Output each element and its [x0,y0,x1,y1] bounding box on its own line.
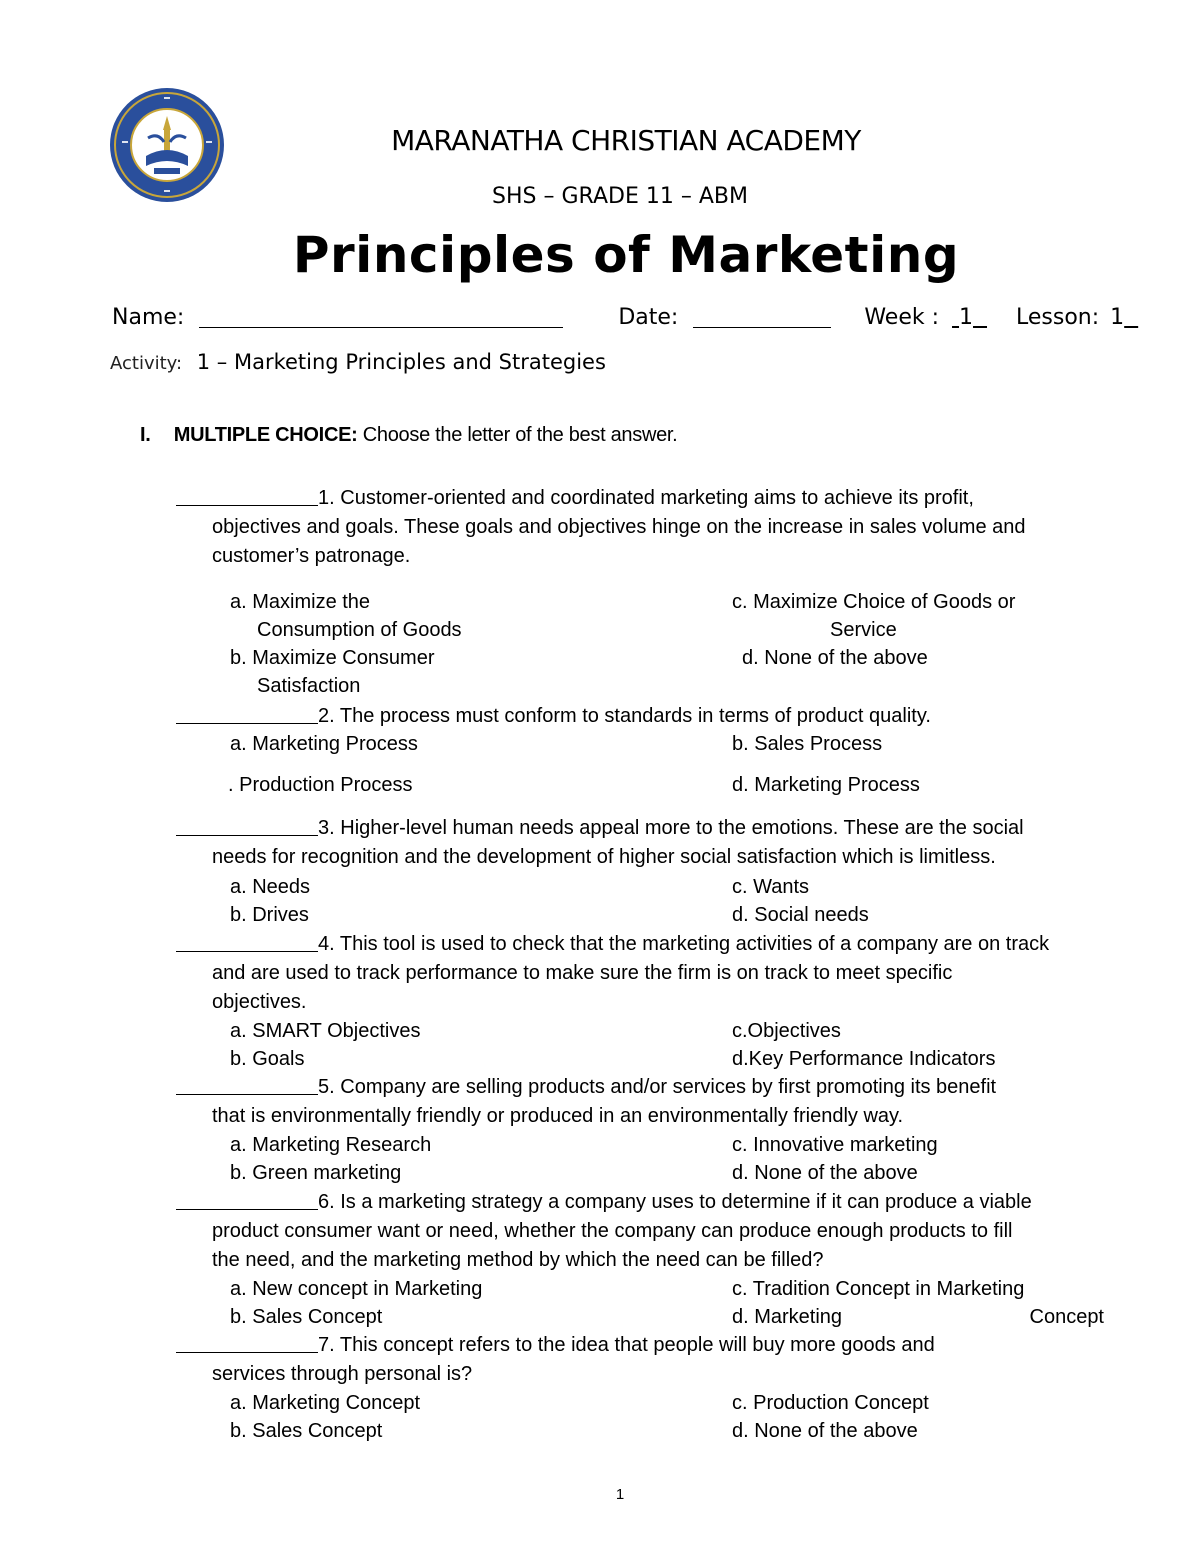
question-7 [176,1331,1038,1389]
section-heading [140,424,677,447]
option-3a: a. Needs [230,876,311,898]
answer-blank-4[interactable] [176,931,318,952]
question-number: 4. [318,933,335,955]
lesson-number: 1 [1110,305,1125,330]
answer-blank-3[interactable] [176,815,318,836]
question-4 [176,930,1112,1017]
answer-blank-6[interactable] [176,1189,318,1210]
answer-blank-2[interactable] [176,703,318,724]
question-text: This concept refers to the idea that people will buy more goods and [339,1334,935,1356]
option-6b: b. Sales Concept [230,1306,383,1328]
question-text: The process must conform to standards in terms of product quality. [339,705,931,727]
question-text: that is environmentally friendly or produced in an environmentally friendly way. [212,1105,904,1127]
name-label: Name: [112,305,185,330]
option-7c: c. Production Concept [732,1392,929,1414]
question-text: and are used to track performance to make sure the firm is on track to meet specific [212,962,953,984]
option-6d: d. Marketing Concept [732,1306,1104,1328]
option-4b: b. Goals [230,1048,305,1070]
question-3 [176,814,1112,872]
student-info-row [112,305,1138,330]
date-label: Date: [618,305,679,330]
option-4c: c.Objectives [732,1020,841,1042]
question-text: Is a marketing strategy a company uses to determine if it can produce a viable [340,1191,1032,1213]
question-text: product consumer want or need, whether the company can produce enough products to fill [212,1220,1013,1242]
question-number: 6. [318,1191,335,1213]
page-number: 1 [615,1486,625,1503]
option-1d: d. None of the above [742,647,928,669]
question-text: Customer-oriented and coordinated marketing aims to achieve its profit, [340,487,974,509]
week-value [952,305,987,330]
option-5a: a. Marketing Research [230,1134,432,1156]
name-field[interactable] [199,305,563,328]
activity-title: 1 – Marketing Principles and Strategies [196,350,606,374]
section-numeral: I. [140,424,151,446]
subject-title: Principles of Marketing [292,226,960,284]
option-4d: d.Key Performance Indicators [732,1048,996,1070]
activity-label: Activity: [110,353,183,374]
option-2b: b. Sales Process [732,733,883,755]
option-4a: a. SMART Objectives [230,1020,421,1042]
option-5b: b. Green marketing [230,1162,402,1184]
option-3c: c. Wants [732,876,810,898]
question-text: objectives. [212,991,307,1013]
option-3b: b. Drives [230,904,309,926]
activity-line [110,350,606,374]
option-7b: b. Sales Concept [230,1420,383,1442]
option-1b: b. Maximize Consumer Satisfaction [230,647,435,697]
option-7d: d. None of the above [732,1420,918,1442]
question-text: Higher-level human needs appeal more to the emotions. These are the social [340,817,1024,839]
date-field[interactable] [693,305,831,328]
question-number: 3. [318,817,335,839]
answer-blank-5[interactable] [176,1074,318,1095]
question-number: 5. [318,1076,335,1098]
option-1c: c. Maximize Choice of Goods or Service [732,591,1016,641]
question-text: Company are selling products and/or services by first promoting its benefit [340,1076,997,1098]
option-1a: a. Maximize the Consumption of Goods [230,591,462,641]
question-text: the need, and the marketing method by which the need can be filled? [212,1249,824,1271]
answer-blank-1[interactable] [176,485,318,506]
section-instruction: Choose the letter of the best answer. [362,424,678,446]
question-number: 7. [318,1334,335,1356]
option-2c: . Production Process [228,774,413,796]
option-3d: d. Social needs [732,904,869,926]
option-2a: a. Marketing Process [230,733,418,755]
question-2 [176,702,1112,731]
option-7a: a. Marketing Concept [230,1392,421,1414]
question-5 [176,1073,1112,1131]
option-2d: d. Marketing Process [732,774,920,796]
answer-blank-7[interactable] [176,1332,318,1353]
question-text: customer’s patronage. [212,545,411,567]
week-label: Week : [864,305,940,330]
question-text: needs for recognition and the development of higher social satisfaction which is limitless. [212,846,996,868]
question-text: This tool is used to check that the marketing activities of a company are on track [339,933,1050,955]
option-6c: c. Tradition Concept in Marketing [732,1278,1025,1300]
school-name: MARANATHA CHRISTIAN ACADEMY [391,124,861,157]
question-number: 2. [318,705,335,727]
question-1 [176,484,1112,571]
question-6 [176,1188,1112,1275]
option-6a: a. New concept in Marketing [230,1278,483,1300]
section-title: MULTIPLE CHOICE: [173,424,358,446]
option-5d: d. None of the above [732,1162,918,1184]
week-number: 1 [959,305,974,330]
question-text: objectives and goals. These goals and objectives hinge on the increase in sales volume and [212,516,1026,538]
grade-level: SHS – GRADE 11 – ABM [492,184,748,209]
question-number: 1. [318,487,335,509]
lesson-label: Lesson: [1016,305,1100,330]
option-5c: c. Innovative marketing [732,1134,938,1156]
question-text: services through personal is? [212,1363,473,1385]
lesson-value [1110,305,1138,330]
